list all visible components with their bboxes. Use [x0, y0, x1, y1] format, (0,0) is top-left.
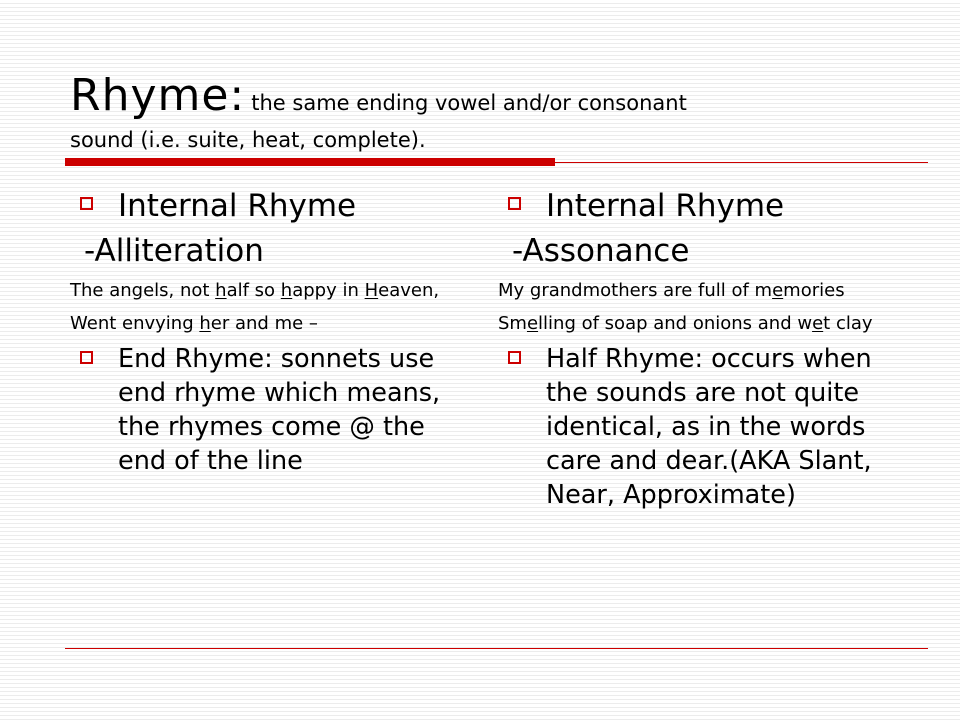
bullet-text: Half Rhyme: occurs when the sounds are not quite identical, as in the words care and dear.(AKA Slant, Near, Approximate): [546, 344, 872, 510]
square-bullet-icon: [80, 351, 93, 364]
left-example-line1: The angels, not half so happy in Heaven,: [70, 280, 440, 301]
left-column: [70, 188, 465, 478]
title-main: Rhyme:: [70, 70, 246, 121]
title-underline-thin: [555, 162, 928, 163]
square-bullet-icon: [508, 197, 521, 210]
left-subheading: -Alliteration: [84, 233, 264, 269]
right-bullet-half-rhyme: [498, 342, 888, 512]
bullet-text: Internal Rhyme: [118, 188, 357, 224]
right-column: [498, 188, 888, 512]
square-bullet-icon: [80, 197, 93, 210]
left-example-line2: Went envying her and me –: [70, 313, 318, 334]
right-subheading: -Assonance: [512, 233, 690, 269]
title-subtitle-line2: sound (i.e. suite, heat, complete).: [70, 128, 426, 152]
right-example-line1: My grandmothers are full of memories: [498, 280, 845, 301]
right-example-line2: Smelling of soap and onions and wet clay: [498, 313, 873, 334]
footer-divider: [65, 648, 928, 649]
bullet-text: Internal Rhyme: [546, 188, 785, 224]
right-bullet-internal-rhyme: [498, 188, 888, 225]
bullet-text: End Rhyme: sonnets use end rhyme which means, the rhymes come @ the end of the line: [118, 344, 441, 476]
slide-title: [70, 70, 687, 121]
left-bullet-end-rhyme: [70, 342, 465, 478]
title-underline-thick: [65, 158, 555, 166]
left-bullet-internal-rhyme: [70, 188, 465, 225]
square-bullet-icon: [508, 351, 521, 364]
title-subtitle-line1: the same ending vowel and/or consonant: [251, 91, 687, 115]
